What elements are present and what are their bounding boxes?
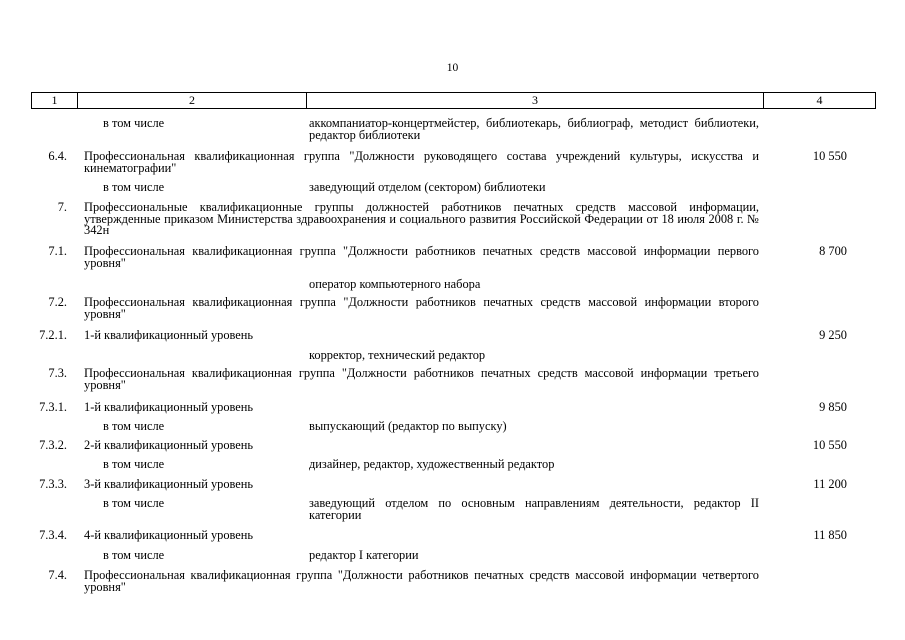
row-description: Профессиональная квалификационная группа "Должности работников печатных средств массовой информации первого уровня" <box>84 244 759 270</box>
row-description: Профессиональная квалификационная группа "Должности работников печатных средств массовой информации четвертого уровня" <box>84 568 759 594</box>
header-cell-1: 1 <box>32 93 78 108</box>
row-number: 6.4. <box>48 149 67 163</box>
row-number: 7.3.3. <box>39 477 67 491</box>
positions-text: выпускающий (редактор по выпуску) <box>309 419 507 433</box>
positions-text: дизайнер, редактор, художественный редактор <box>309 457 555 471</box>
salary-value: 11 850 <box>813 528 847 542</box>
row-number: 7.4. <box>48 568 67 582</box>
row-description: Профессиональная квалификационная группа "Должности руководящего состава учреждений культуры, искусства и кинематографии" <box>84 149 759 175</box>
row-description: 4-й квалификационный уровень <box>84 528 254 542</box>
row-number: 7.3.4. <box>39 528 67 542</box>
row-number: 7.2.1. <box>39 328 67 342</box>
row-description: 1-й квалификационный уровень <box>84 400 254 414</box>
table-header <box>31 92 876 109</box>
row-description: 3-й квалификационный уровень <box>84 477 254 491</box>
positions-text: заведующий отделом по основным направлениям деятельности, редактор II категории <box>309 496 759 522</box>
header-cell-3: 3 <box>307 93 764 108</box>
including-label: в том числе <box>103 180 165 194</box>
row-description: 2-й квалификационный уровень <box>84 438 254 452</box>
salary-value: 10 550 <box>812 438 847 452</box>
including-label: в том числе <box>103 116 165 130</box>
row-number: 7.3.2. <box>39 438 67 452</box>
including-label: в том числе <box>103 419 165 433</box>
positions-text: корректор, технический редактор <box>309 348 486 362</box>
including-label: в том числе <box>103 548 165 562</box>
row-number: 7. <box>57 200 67 214</box>
row-number: 7.3.1. <box>39 400 67 414</box>
salary-value: 9 850 <box>819 400 847 414</box>
salary-value: 8 700 <box>819 244 847 258</box>
positions-text: аккомпаниатор-концертмейстер, библиотекарь, библиограф, методист библиотеки, редактор библиотеки <box>309 116 759 142</box>
salary-value: 11 200 <box>813 477 847 491</box>
row-description: 1-й квалификационный уровень <box>84 328 254 342</box>
including-label: в том числе <box>103 457 165 471</box>
page-number: 10 <box>446 62 459 74</box>
row-description: Профессиональная квалификационная группа "Должности работников печатных средств массовой информации второго уровня" <box>84 295 759 321</box>
row-number: 7.1. <box>48 244 67 258</box>
row-description: Профессиональная квалификационная группа "Должности работников печатных средств массовой информации третьего уровня" <box>84 366 759 392</box>
positions-text: редактор I категории <box>309 548 419 562</box>
row-number: 7.2. <box>48 295 67 309</box>
including-label: в том числе <box>103 496 165 510</box>
salary-value: 9 250 <box>819 328 847 342</box>
positions-text: заведующий отделом (сектором) библиотеки <box>309 180 546 194</box>
row-number: 7.3. <box>48 366 67 380</box>
salary-value: 10 550 <box>812 149 847 163</box>
row-description: Профессиональные квалификационные группы должностей работников печатных средств массовой информации, утвержденные приказом Министерства здравоохранения и социального развития Российской Федерации от 18 июля 2008 г. № 342н <box>84 200 759 238</box>
header-cell-2: 2 <box>78 93 307 108</box>
header-cell-4: 4 <box>816 93 823 107</box>
positions-text: оператор компьютерного набора <box>309 277 481 291</box>
